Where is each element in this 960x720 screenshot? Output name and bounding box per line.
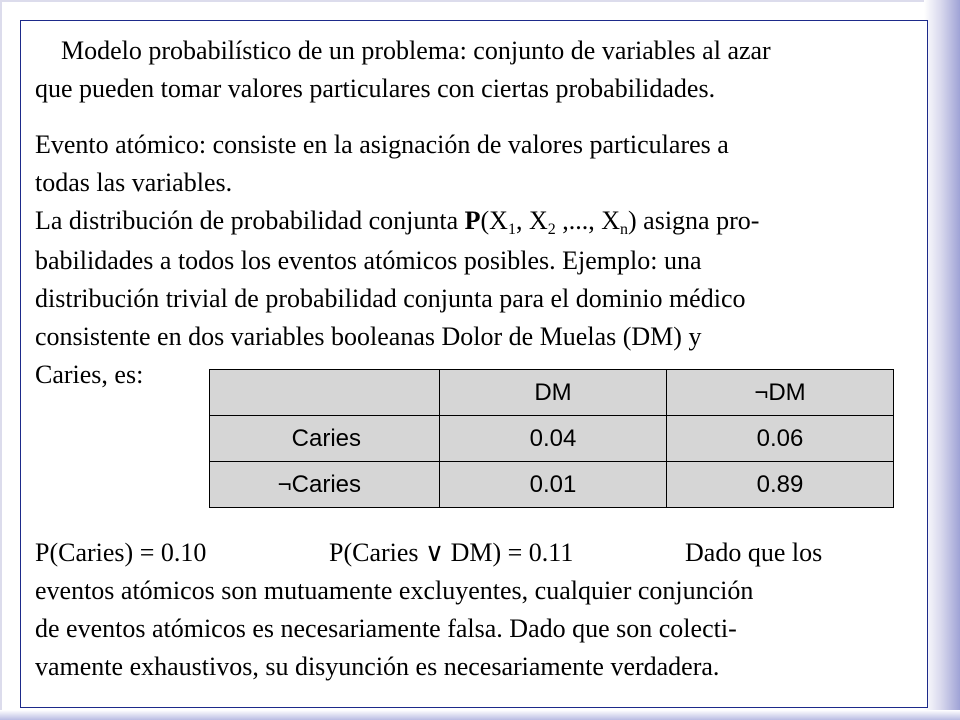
table-header-dm: DM bbox=[440, 370, 667, 416]
slide-content-box bbox=[20, 20, 928, 708]
paragraph3-open: (X bbox=[480, 206, 508, 235]
table-header-row bbox=[210, 370, 894, 416]
paragraph3-line1 bbox=[35, 205, 759, 237]
subscript-1: 1 bbox=[507, 221, 516, 238]
paragraph3-prefix: La distribución de probabilidad conjunta bbox=[35, 206, 465, 235]
paragraph4-line1: eventos atómicos son mutuamente excluyentes, cualquier conjunción bbox=[35, 576, 754, 605]
paragraph3-suffix: ) asigna pro- bbox=[628, 206, 760, 235]
table-row-caries bbox=[210, 416, 894, 462]
subscript-2: 2 bbox=[547, 221, 556, 238]
row-label-caries: Caries bbox=[210, 416, 440, 462]
probability-function-symbol: P bbox=[464, 206, 481, 235]
paragraph1-line1: Modelo probabilístico de un problema: conjunto de variables al azar bbox=[61, 36, 771, 65]
cell-not-caries-not-dm: 0.89 bbox=[667, 462, 894, 508]
paragraph3-line4: consistente en dos variables booleanas Dolor de Muelas (DM) y bbox=[35, 322, 702, 351]
paragraph3-line2: babilidades a todos los eventos atómicos posibles. Ejemplo: una bbox=[35, 246, 702, 275]
slide-shadow-right bbox=[924, 0, 960, 720]
paragraph1-line2: que pueden tomar valores particulares con ciertas probabilidades. bbox=[35, 74, 716, 103]
paragraph2-line1: Evento atómico: consiste en la asignación de valores particulares a bbox=[35, 130, 729, 159]
row-label-not-caries: ¬Caries bbox=[210, 462, 440, 508]
paragraph3-comma1: , X bbox=[515, 206, 548, 235]
paragraph2-line2: todas las variables. bbox=[35, 168, 233, 197]
formula-p-caries: P(Caries) = 0.10 bbox=[35, 538, 207, 567]
subscript-n: n bbox=[620, 221, 628, 238]
table-row-not-caries bbox=[210, 462, 894, 508]
slide-shadow-bottom bbox=[0, 710, 960, 720]
paragraph3-comma2: ,..., X bbox=[555, 206, 620, 235]
cell-caries-not-dm: 0.06 bbox=[667, 416, 894, 462]
paragraph3-line5: Caries, es: bbox=[35, 360, 144, 389]
table-header-empty bbox=[210, 370, 440, 416]
paragraph4-line2: de eventos atómicos es necesariamente falsa. Dado que son colecti- bbox=[35, 614, 737, 643]
formula-tail-text: Dado que los bbox=[685, 538, 823, 567]
table-header-not-dm: ¬DM bbox=[667, 370, 894, 416]
paragraph4-line3: vamente exhaustivos, su disyunción es necesariamente verdadera. bbox=[35, 652, 720, 681]
cell-not-caries-dm: 0.01 bbox=[440, 462, 667, 508]
cell-caries-dm: 0.04 bbox=[440, 416, 667, 462]
formula-p-caries-or-dm: P(Caries ∨ DM) = 0.11 bbox=[329, 538, 574, 567]
joint-distribution-table bbox=[209, 369, 894, 508]
paragraph3-line3: distribución trivial de probabilidad conjunta para el dominio médico bbox=[35, 284, 746, 313]
